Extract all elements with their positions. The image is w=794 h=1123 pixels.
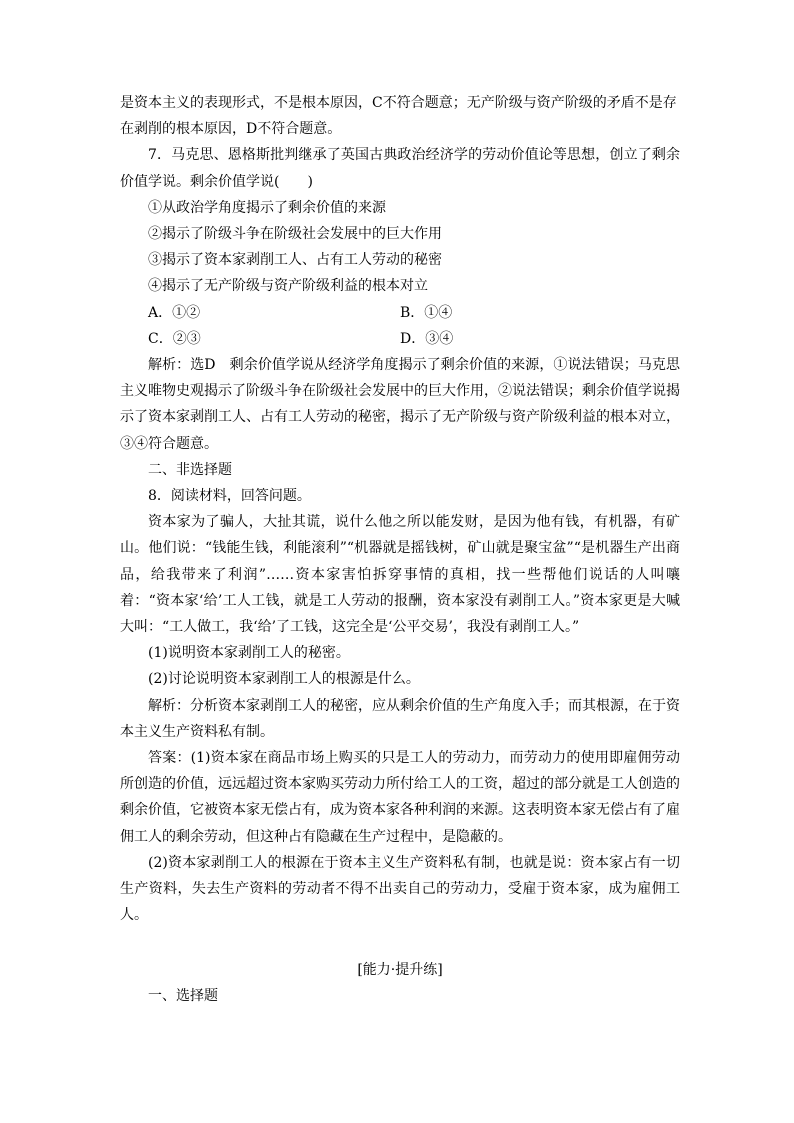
question-8-answer-2: (2)资本家剥削工人的根源在于资本主义生产资料私有制，也就是说：资本家占有一切生产资料，失去生产资料的劳动者不得不出卖自己的劳动力，受雇于资本家，成为雇佣工人。 — [120, 854, 680, 924]
section-2-heading: 二、非选择题 — [148, 461, 232, 478]
question-7-stem: 7．马克思、恩格斯批判继承了英国古典政治经济学的劳动价值论等思想，创立了剩余价值学说。剩余价值学说( ) — [120, 147, 680, 190]
question-7-item-4: ④揭示了无产阶级与资产阶级利益的根本对立 — [148, 278, 428, 295]
question-7-options-row-1 — [120, 300, 680, 326]
question-8-sub-2: (2)讨论说明资本家剥削工人的根源是什么。 — [148, 671, 420, 688]
ability-section-1-heading: 一、选择题 — [148, 987, 218, 1004]
question-8-stem: 8．阅读材料，回答问题。 — [148, 488, 311, 505]
option-c: C．②③ — [148, 330, 201, 347]
option-a: A．①② — [148, 304, 201, 321]
question-8-answer-1: 答案：(1)资本家在商品市场上购买的只是工人的劳动力，而劳动力的使用即雇佣劳动所创造的价值，远远超过资本家购买劳动力所付给工人的工资，超过的部分就是工人创造的剩余价值，它被资本家无偿占有，成为资本家各种利润的来源。这表明资本家无偿占有了雇佣工人的剩余劳动，但这种占有隐藏在生产过程中，是隐蔽的。 — [120, 750, 680, 845]
option-b: B．①④ — [400, 304, 453, 321]
continuation-line-2: 在剥削的根本原因，D不符合题意。 — [120, 121, 342, 138]
question-7-options-row-2 — [120, 326, 680, 352]
continuation-line-1: 是资本主义的表现形式，不是根本原因，C不符合题意；无产阶级与资产阶级的矛盾不是存 — [120, 95, 677, 111]
ability-section-title: [能力·提升练] — [357, 961, 443, 978]
question-7-item-2: ②揭示了阶级斗争在阶级社会发展中的巨大作用 — [148, 226, 442, 243]
document-page — [120, 90, 680, 1009]
question-7-item-3: ③揭示了资本家剥削工人、占有工人劳动的秘密 — [148, 252, 442, 269]
question-7-analysis: 解析：选D 剩余价值学说从经济学角度揭示了剩余价值的来源，①说法错误；马克思主义唯物史观揭示了阶级斗争在阶级社会发展中的巨大作用，②说法错误；剩余价值学说揭示了资本家剥削工人、占有工人劳动的秘密，揭示了无产阶级与资产阶级利益的根本对立，③④符合题意。 — [120, 357, 680, 452]
option-d: D．③④ — [400, 330, 454, 347]
question-8-sub-1: (1)说明资本家剥削工人的秘密。 — [148, 645, 350, 662]
question-8-analysis: 解析：分析资本家剥削工人的秘密，应从剩余价值的生产角度入手；而其根源，在于资本主义生产资料私有制。 — [120, 697, 680, 740]
question-8-material: 资本家为了骗人，大扯其谎，说什么他之所以能发财，是因为他有钱，有机器，有矿山。他们说：“钱能生钱，利能滚利”“机器就是摇钱树，矿山就是聚宝盆”“是机器生产出商品，给我带来了利润”……资本家害怕拆穿事情的真相，找一些帮他们说话的人叫嚷着：“资本家‘给’工人工钱，就是工人劳动的报酬，资本家没有剥削工人。”资本家更是大喊大叫：“工人做工，我‘给’了工钱，这完全是‘公平交易’，我没有剥削工人。” — [120, 514, 680, 636]
question-7-item-1: ①从政治学角度揭示了剩余价值的来源 — [148, 199, 386, 216]
